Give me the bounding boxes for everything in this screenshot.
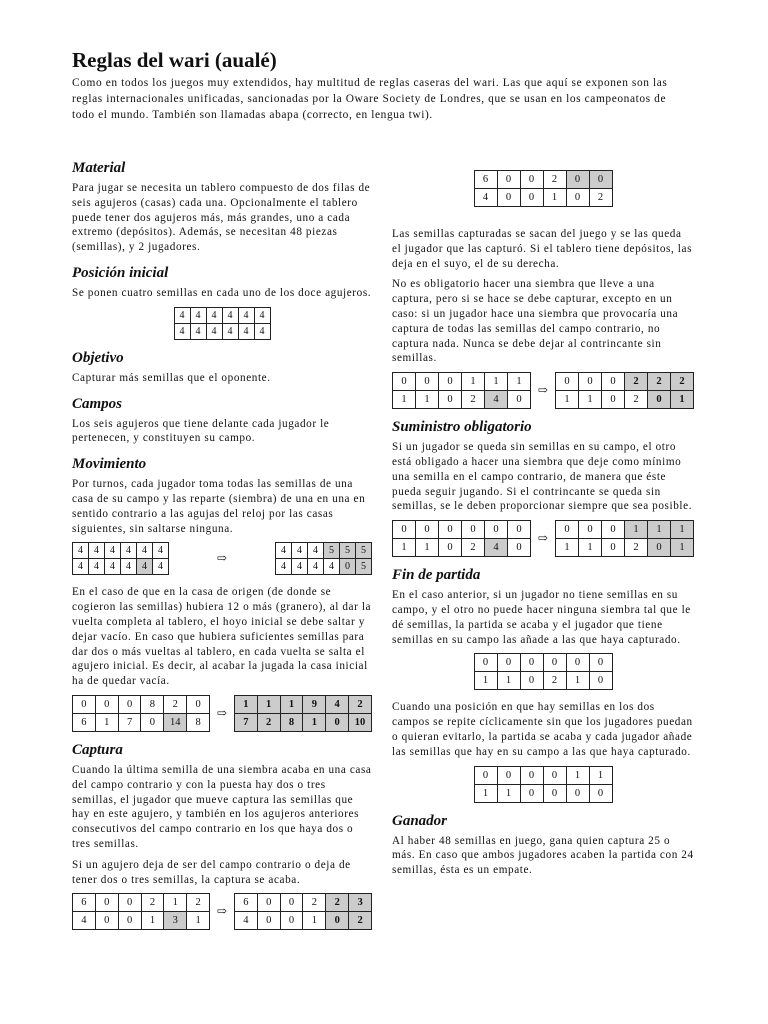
captura-cont-text: Las semillas capturadas se sacan del juego y se las queda el jugador que las capturó. Si el tablero tiene depósitos, las deja en el suyo, el de su derecha. <box>392 228 693 270</box>
board-cell: 1 <box>566 672 589 690</box>
board-cell: 3 <box>164 912 187 930</box>
board-cell: 1 <box>462 373 485 391</box>
board-row <box>73 912 210 930</box>
board-cell: 0 <box>257 894 280 912</box>
board-cell: 6 <box>474 171 497 189</box>
board-cell: 2 <box>462 391 485 409</box>
board-mov-before <box>72 542 169 575</box>
board-row <box>73 713 210 731</box>
board-cell: 4 <box>206 323 222 339</box>
board-cell: 1 <box>485 373 508 391</box>
board-cell: 0 <box>602 539 625 557</box>
board-table <box>555 372 694 409</box>
board-cell: 4 <box>137 559 153 575</box>
board-cell: 0 <box>520 672 543 690</box>
heading-movimiento: Movimiento <box>72 456 147 473</box>
heading-suministro: Suministro obligatorio <box>392 419 532 436</box>
board-cell: 0 <box>566 784 589 802</box>
board-cell: 4 <box>326 695 349 713</box>
board-row <box>276 543 372 559</box>
heading-ganador: Ganador <box>392 812 448 829</box>
board-cell: 0 <box>508 391 531 409</box>
board-cell: 0 <box>474 654 497 672</box>
board-cell: 8 <box>280 713 303 731</box>
board-cell: 0 <box>497 171 520 189</box>
board-cell: 0 <box>543 766 566 784</box>
board-cell: 1 <box>141 912 164 930</box>
board-sumin-before <box>392 520 531 557</box>
board-cell: 8 <box>187 713 210 731</box>
board-cell: 0 <box>462 521 485 539</box>
board-cell: 4 <box>308 559 324 575</box>
board-cell: 1 <box>497 784 520 802</box>
board-cell: 0 <box>520 784 543 802</box>
board-cell: 2 <box>543 672 566 690</box>
heading-posicion: Posición inicial <box>72 264 169 281</box>
board-cell: 1 <box>556 391 579 409</box>
board-row <box>556 521 694 539</box>
board-cell: 0 <box>439 373 462 391</box>
board-cell: 1 <box>303 912 326 930</box>
board-cell: 0 <box>508 521 531 539</box>
board-cell: 1 <box>589 766 612 784</box>
board-table <box>234 695 372 732</box>
board-cell: 1 <box>95 713 118 731</box>
board-cell: 0 <box>589 171 612 189</box>
board-cell: 1 <box>556 539 579 557</box>
intro-paragraph: Como en todos los juegos muy extendidos, hay multitud de reglas caseras del wari. Las que aquí se exponen son las reglas internacionales unificadas, sancionadas por la Oware Society de Londres, que se usan en los campeonatos de todo el mundo. También son llamadas abapa (correcto, en lengua twi). <box>72 77 668 121</box>
board-cell: 0 <box>556 521 579 539</box>
board-table <box>234 893 372 930</box>
board-table <box>555 520 694 557</box>
arrow-right-icon: ⇨ <box>216 551 228 566</box>
arrow-right-icon: ⇨ <box>537 383 549 398</box>
board-cell: 1 <box>671 521 694 539</box>
board-table <box>72 893 210 930</box>
heading-fin: Fin de partida <box>392 567 481 584</box>
board-cell: 0 <box>589 672 612 690</box>
board-row <box>393 521 531 539</box>
board-captura-after <box>234 893 372 930</box>
board-cell: 0 <box>485 521 508 539</box>
board-cell: 1 <box>579 539 602 557</box>
board-cell: 4 <box>485 391 508 409</box>
board-cell: 0 <box>280 912 303 930</box>
board-cell: 4 <box>234 912 257 930</box>
posicion-text: Se ponen cuatro semillas en cada uno de los doce agujeros. <box>72 286 372 299</box>
board-cell: 4 <box>254 307 270 323</box>
board-cell: 5 <box>324 543 340 559</box>
board-cell: 4 <box>89 543 105 559</box>
board-row <box>393 539 531 557</box>
board-cell: 0 <box>520 171 543 189</box>
board-row <box>234 713 371 731</box>
board-cell: 0 <box>416 521 439 539</box>
heading-material: Material <box>72 160 126 176</box>
board-cell: 2 <box>543 171 566 189</box>
board-cell: 4 <box>206 307 222 323</box>
board-cell: 4 <box>190 323 206 339</box>
board-cell: 0 <box>566 654 589 672</box>
board-cell: 14 <box>164 713 187 731</box>
board-row <box>474 654 612 672</box>
board-table <box>275 542 372 575</box>
board-cell: 5 <box>340 543 356 559</box>
board-row <box>556 391 694 409</box>
board-cell: 2 <box>648 373 671 391</box>
board-cell: 2 <box>625 391 648 409</box>
board-cell: 4 <box>276 559 292 575</box>
board-cell: 0 <box>118 894 141 912</box>
board-row <box>234 695 371 713</box>
board-cell: 4 <box>222 307 238 323</box>
board-cell: 0 <box>566 189 589 207</box>
board-cell: 2 <box>589 189 612 207</box>
board-cell: 1 <box>508 373 531 391</box>
board-cell: 4 <box>222 323 238 339</box>
arrow-right-icon: ⇨ <box>537 531 549 546</box>
board-cell: 4 <box>105 559 121 575</box>
board-cell: 0 <box>280 894 303 912</box>
board-cell: 2 <box>349 912 372 930</box>
board-cell: 5 <box>356 559 372 575</box>
board-row <box>73 894 210 912</box>
board-cell: 1 <box>416 539 439 557</box>
board-cell: 4 <box>73 543 89 559</box>
fin-text: En el caso anterior, si un jugador no tiene semillas en su campo, y el otro no puede hacer ninguna siembra tal que le dé semillas, la partida se acaba y el jugador que tiene semillas en su campo las añade a las que haya capturado. <box>392 589 691 646</box>
board-table <box>474 766 613 803</box>
board-row <box>174 307 270 323</box>
board-cell: 0 <box>589 784 612 802</box>
board-cell: 3 <box>349 894 372 912</box>
board-captura-result <box>474 170 613 207</box>
board-cell: 4 <box>254 323 270 339</box>
board-table <box>72 695 210 732</box>
board-cell: 4 <box>485 539 508 557</box>
board-row <box>276 559 372 575</box>
captura-text-2: Si un agujero deja de ser del campo contrario o deja de tener dos o tres semillas, la captura se acaba. <box>72 858 351 886</box>
board-cell: 5 <box>356 543 372 559</box>
board-cell: 2 <box>625 539 648 557</box>
right-column <box>392 150 694 884</box>
board-cell: 4 <box>190 307 206 323</box>
board-cell: 0 <box>416 373 439 391</box>
board-cell: 0 <box>497 766 520 784</box>
board-cell: 0 <box>393 373 416 391</box>
board-cell: 0 <box>393 521 416 539</box>
heading-captura: Captura <box>72 741 123 758</box>
board-row <box>474 766 612 784</box>
board-cell: 0 <box>95 894 118 912</box>
board-cell: 0 <box>566 171 589 189</box>
board-cell: 1 <box>164 894 187 912</box>
board-cell: 2 <box>164 695 187 713</box>
board-cell: 10 <box>349 713 372 731</box>
left-column <box>72 150 372 940</box>
board-cell: 2 <box>462 539 485 557</box>
board-cell: 1 <box>303 713 326 731</box>
board-mov-after <box>275 542 372 575</box>
board-nunca-after <box>555 372 694 409</box>
page-title: Reglas del wari (aualé) <box>72 48 277 72</box>
board-cell: 0 <box>73 695 96 713</box>
board-cell: 2 <box>625 373 648 391</box>
material-text: Para jugar se necesita un tablero compuesto de dos filas de seis agujeros (casas) cada una. Opcionalmente el tablero puede tener dos agujeros más, más grandes, uno a cada extremo (depósitos). Además, se necesitan 48 piezas (semillas), y 2 jugadores. <box>72 182 371 254</box>
board-cell: 4 <box>137 543 153 559</box>
board-nunca-before <box>392 372 531 409</box>
board-cell: 1 <box>671 391 694 409</box>
board-cell: 4 <box>73 912 96 930</box>
movimiento-text-2: En el caso de que en la casa de origen (de donde se cogieron las semillas) hubiera 12 o más (granero), al dar la vuelta completa al tablero, el hoyo inicial se debe saltar y dejar vacío. En caso que hubiera suficientes semillas para dar dos o más vueltas al tablero, en cada vuelta se salta el agujero inicial. Es decir, al acabar la jugada la casa inicial ha de quedar vacía. <box>72 586 372 688</box>
board-cell: 4 <box>238 323 254 339</box>
board-cell: 2 <box>257 713 280 731</box>
board-cell: 4 <box>276 543 292 559</box>
board-cell: 1 <box>671 539 694 557</box>
board-cell: 0 <box>648 391 671 409</box>
board-cell: 2 <box>187 894 210 912</box>
board-cell: 0 <box>118 695 141 713</box>
board-table <box>474 170 613 207</box>
board-granero-before <box>72 695 210 732</box>
board-cell: 0 <box>340 559 356 575</box>
board-cell: 1 <box>257 695 280 713</box>
board-cell: 0 <box>602 521 625 539</box>
board-cell: 1 <box>474 672 497 690</box>
board-cell: 4 <box>292 559 308 575</box>
board-cell: 0 <box>187 695 210 713</box>
board-cell: 7 <box>234 713 257 731</box>
board-granero-after <box>234 695 372 732</box>
fin-text-2: Cuando una posición en que hay semillas en los dos campos se repite cíclicamente sin que los jugadores puedan o quieran evitarlo, la partida se acaba y cada jugador añade las semillas que hay en su campo a las que haya capturado. <box>392 701 693 758</box>
board-row <box>393 373 531 391</box>
board-cell: 0 <box>579 373 602 391</box>
board-cell: 0 <box>497 189 520 207</box>
movimiento-text: Por turnos, cada jugador toma todas las semillas de una casa de su campo y las reparte (siembra) de una en una en sentido contrario a las agujas del reloj por las casas siguientes, sin saltarse ninguna. <box>72 478 366 535</box>
board-cell: 4 <box>153 543 169 559</box>
board-cell: 4 <box>105 543 121 559</box>
board-cell: 9 <box>303 695 326 713</box>
board-cell: 1 <box>393 539 416 557</box>
board-table <box>392 520 531 557</box>
board-row <box>174 323 270 339</box>
ganador-text: Al haber 48 semillas en juego, gana quien captura 25 o más. En caso que ambos jugadores acaben la partida con 24 semillas, ésta es un empate. <box>392 834 694 877</box>
board-cell: 8 <box>141 695 164 713</box>
board-cell: 4 <box>292 543 308 559</box>
board-row <box>474 189 612 207</box>
board-cell: 0 <box>556 373 579 391</box>
board-cell: 0 <box>589 654 612 672</box>
suministro-text: Si un jugador se queda sin semillas en su campo, el otro está obligado a hacer una siembra que deje como mínimo una semilla en el campo contrario, de manera que éste pueda seguir jugando. Si el contrincante se queda sin semillas, se le deben proporcionar siempre que sea posible. <box>392 441 693 513</box>
board-cell: 6 <box>73 894 96 912</box>
board-inicial <box>174 307 271 340</box>
board-row <box>73 543 169 559</box>
board-cell: 4 <box>153 559 169 575</box>
board-sumin-after <box>555 520 694 557</box>
board-captura-before <box>72 893 210 930</box>
board-cell: 6 <box>73 713 96 731</box>
board-cell: 6 <box>234 894 257 912</box>
board-cell: 4 <box>238 307 254 323</box>
board-row <box>73 695 210 713</box>
campos-text: Los seis agujeros que tiene delante cada jugador le pertenecen, y constituyen su campo. <box>72 417 330 445</box>
arrow-right-icon: ⇨ <box>216 904 228 919</box>
board-cell: 0 <box>326 713 349 731</box>
board-cell: 0 <box>439 521 462 539</box>
heading-objetivo: Objetivo <box>72 349 124 366</box>
captura-text: Cuando la última semilla de una siembra acaba en una casa del campo contrario y con la puesta hay dos o tres semillas, el jugador que mueve captura las semillas que hay en este agujero, y también en los agujeros anteriores consecutivos del campo contrario en los que haya dos o tres semillas. <box>72 763 372 850</box>
board-cell: 0 <box>257 912 280 930</box>
board-cell: 0 <box>326 912 349 930</box>
board-table <box>474 653 613 690</box>
board-fin-2 <box>474 766 613 803</box>
board-cell: 0 <box>474 766 497 784</box>
board-cell: 1 <box>416 391 439 409</box>
board-row <box>234 912 371 930</box>
board-cell: 0 <box>497 654 520 672</box>
board-cell: 4 <box>121 543 137 559</box>
board-cell: 1 <box>579 391 602 409</box>
board-cell: 1 <box>234 695 257 713</box>
board-cell: 0 <box>439 391 462 409</box>
board-cell: 7 <box>118 713 141 731</box>
board-cell: 2 <box>141 894 164 912</box>
board-cell: 0 <box>95 912 118 930</box>
board-cell: 1 <box>393 391 416 409</box>
board-cell: 1 <box>543 189 566 207</box>
board-cell: 0 <box>520 654 543 672</box>
objetivo-text: Capturar más semillas que el oponente. <box>72 371 271 384</box>
board-cell: 0 <box>543 784 566 802</box>
arrow-right-icon: ⇨ <box>216 705 228 720</box>
board-cell: 1 <box>280 695 303 713</box>
heading-campos: Campos <box>72 395 123 412</box>
board-cell: 0 <box>141 713 164 731</box>
board-cell: 0 <box>579 521 602 539</box>
board-table <box>174 307 271 340</box>
board-cell: 0 <box>520 189 543 207</box>
board-cell: 4 <box>324 559 340 575</box>
board-cell: 0 <box>118 912 141 930</box>
board-cell: 4 <box>73 559 89 575</box>
board-cell: 0 <box>543 654 566 672</box>
board-cell: 0 <box>439 539 462 557</box>
board-cell: 2 <box>671 373 694 391</box>
board-row <box>556 373 694 391</box>
board-table <box>392 372 531 409</box>
board-cell: 1 <box>625 521 648 539</box>
board-row <box>73 559 169 575</box>
board-cell: 0 <box>95 695 118 713</box>
board-cell: 4 <box>89 559 105 575</box>
board-cell: 4 <box>474 189 497 207</box>
board-row <box>474 784 612 802</box>
board-cell: 0 <box>648 539 671 557</box>
board-fin-1 <box>474 653 613 690</box>
board-table <box>72 542 169 575</box>
board-cell: 4 <box>174 307 190 323</box>
board-row <box>474 672 612 690</box>
board-cell: 0 <box>602 391 625 409</box>
captura-cont-text-2: No es obligatorio hacer una siembra que lleve a una captura, pero si se hace se debe capturar, excepto en un caso: si un jugador hace una siembra que provocaría una captura de todas las semillas del campo contrario, no captura nada. Nunca se debe dejar al contrincante sin semillas. <box>392 278 679 365</box>
board-cell: 0 <box>508 539 531 557</box>
board-cell: 0 <box>602 373 625 391</box>
board-cell: 1 <box>648 521 671 539</box>
board-cell: 1 <box>474 784 497 802</box>
board-cell: 4 <box>174 323 190 339</box>
board-cell: 0 <box>520 766 543 784</box>
board-cell: 2 <box>326 894 349 912</box>
board-cell: 4 <box>121 559 137 575</box>
board-row <box>393 391 531 409</box>
board-cell: 1 <box>187 912 210 930</box>
board-cell: 1 <box>566 766 589 784</box>
board-row <box>474 171 612 189</box>
board-row <box>234 894 371 912</box>
board-cell: 4 <box>308 543 324 559</box>
board-cell: 1 <box>497 672 520 690</box>
board-row <box>556 539 694 557</box>
board-cell: 2 <box>303 894 326 912</box>
board-cell: 2 <box>349 695 372 713</box>
